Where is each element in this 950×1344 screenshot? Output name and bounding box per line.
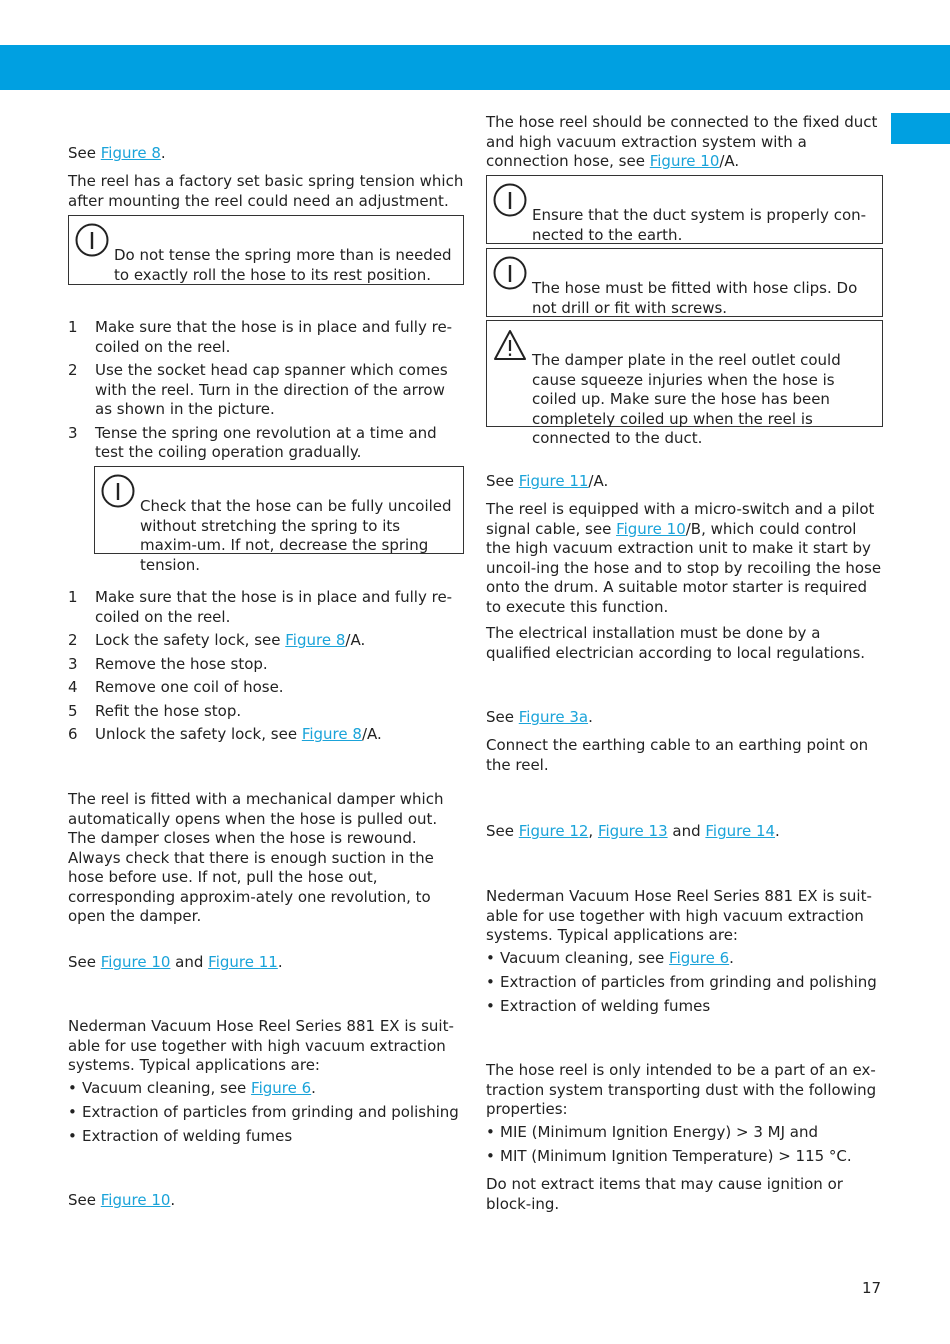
intended-use-paragraph: Nederman Vacuum Hose Reel Series 881 EX is suit-able for use together with high vacuum extraction systems. Typical applications are:	[486, 887, 872, 944]
earthing-paragraph: Connect the earthing cable to an earthing point on the reel.	[486, 736, 869, 774]
text: and	[667, 822, 706, 840]
figure-8-link[interactable]: Figure 8	[285, 631, 346, 649]
text: ,	[588, 822, 598, 840]
warning-box-damper	[486, 320, 883, 447]
chapter-tab	[891, 113, 950, 144]
text: /B, which could control the high vacuum extraction unit to make it start by uncoil-ing the hose and to stop by recoiling the hose onto the drum. A suitable motor starter is required to execute this function.	[486, 519, 882, 616]
text: .	[170, 1191, 176, 1209]
info-icon	[493, 256, 527, 290]
text: The reel is equipped with a micro-switch and a pilot signal cable, see	[486, 500, 875, 538]
figure-11-link[interactable]: Figure 11	[208, 953, 278, 971]
electrical-paragraph: The electrical installation must be done by a qualified electrician according to local regulations.	[486, 624, 866, 662]
list-item	[486, 949, 883, 969]
text: See	[68, 1191, 101, 1209]
see-figure-10	[68, 1191, 464, 1211]
figure-6-link[interactable]: Figure 6	[251, 1079, 312, 1097]
list-item	[68, 631, 464, 651]
figure-8-link[interactable]: Figure 8	[301, 725, 362, 743]
info-text: Do not tense the spring more than is needed to exactly roll the hose to its rest position.	[114, 246, 452, 284]
step-text: Remove one coil of hose.	[95, 678, 284, 696]
list-item	[68, 1079, 464, 1099]
dust-properties-list	[486, 1123, 883, 1171]
list-item	[68, 725, 464, 745]
text: See	[486, 472, 519, 490]
spring-intro: The reel has a factory set basic spring tension which after mounting the reel could need an adjustment.	[68, 172, 464, 210]
figure-10-link[interactable]: Figure 10	[100, 953, 171, 971]
list-item	[68, 1127, 464, 1147]
step-number: 1	[68, 318, 78, 336]
info-icon	[101, 474, 135, 508]
see-figure-8	[68, 144, 464, 164]
text: The hose reel should be connected to the fixed duct and high vacuum extraction system with a connection hose, see	[486, 113, 878, 170]
warning-text: The damper plate in the reel outlet could cause squeeze injuries when the hose is coiled up. Make sure the hose has been completely coiled up when the reel is connected to the duct.	[532, 351, 841, 447]
step-text: Tense the spring one revolution at a time and test the coiling operation gradually.	[95, 423, 437, 461]
step-number: 2	[68, 361, 78, 379]
figure-12-link[interactable]: Figure 12	[518, 822, 589, 840]
see-figure-11	[486, 472, 883, 492]
warning-icon	[493, 328, 527, 362]
header-bar	[0, 45, 950, 90]
info-icon	[493, 183, 527, 217]
step-text: Refit the hose stop.	[95, 701, 242, 720]
list-item	[68, 588, 464, 627]
text: Extraction of particles from grinding and polishing	[500, 972, 877, 991]
list-item	[68, 655, 464, 675]
decrease-steps-list	[68, 588, 464, 749]
text: .	[775, 822, 780, 840]
text: /A.	[361, 725, 382, 743]
step-number: 3	[68, 423, 78, 442]
text: Extraction of welding fumes	[500, 996, 711, 1015]
text: .	[588, 708, 593, 726]
figure-10-link[interactable]: Figure 10	[649, 152, 720, 170]
step-text: Lock the safety lock, see	[95, 631, 286, 649]
figure-14-link[interactable]: Figure 14	[705, 822, 776, 840]
step-text: Remove the hose stop.	[95, 654, 268, 673]
list-item	[68, 318, 464, 357]
figure-3a-link[interactable]: Figure 3a	[518, 708, 589, 726]
text: See	[68, 144, 101, 162]
list-item	[68, 424, 464, 463]
text: See	[68, 953, 101, 971]
figure-10-link[interactable]: Figure 10	[616, 519, 686, 538]
see-figure-12-14	[486, 822, 883, 842]
step-number: 1	[68, 588, 78, 606]
info-box-spring	[68, 215, 464, 285]
step-text: Make sure that the hose is in place and fully re-coiled on the reel.	[95, 588, 453, 626]
text: See	[486, 822, 519, 840]
figure-10-link[interactable]: Figure 10	[100, 1191, 171, 1209]
tension-steps-list	[68, 318, 464, 467]
step-number: 5	[68, 701, 78, 720]
text: .	[277, 953, 283, 971]
figure-11-link[interactable]: Figure 11	[518, 472, 589, 490]
text: .	[160, 144, 166, 162]
info-text: The hose must be fitted with hose clips. Do not drill or fit with screws.	[532, 279, 858, 317]
list-item	[486, 973, 883, 993]
text: Extraction of welding fumes	[82, 1126, 293, 1145]
text: /A.	[588, 472, 609, 490]
step-text: Use the socket head cap spanner which comes with the reel. Turn in the direction of the arrow as shown in the picture.	[95, 361, 448, 418]
step-number: 3	[68, 654, 78, 673]
list-item: • MIT (Minimum Ignition Temperature) > 115 °C.	[486, 1147, 883, 1167]
dust-intro-paragraph: The hose reel is only intended to be a part of an ex-traction system transporting dust with the following properties:	[486, 1061, 877, 1118]
info-box-clips	[486, 248, 883, 317]
page-number: 17	[862, 1279, 882, 1297]
list-item	[68, 678, 464, 698]
text: Vacuum cleaning, see	[82, 1079, 252, 1097]
see-figure-3a	[486, 708, 883, 728]
list-item	[68, 702, 464, 722]
applications-list	[486, 949, 883, 1021]
duct-intro	[486, 113, 883, 172]
step-number: 2	[68, 631, 78, 649]
list-item	[68, 1103, 464, 1123]
info-box-uncoil	[94, 466, 464, 574]
info-box-earth	[486, 175, 883, 244]
info-text: Check that the hose can be fully uncoiled without stretching the spring to its maxim-um. If not, decrease the spring tension.	[140, 497, 452, 574]
text: .	[729, 949, 734, 967]
ignition-paragraph: Do not extract items that may cause ignition or block-ing.	[486, 1175, 843, 1213]
info-icon	[75, 223, 109, 257]
step-number: 4	[68, 678, 78, 696]
figure-13-link[interactable]: Figure 13	[597, 822, 668, 840]
step-number: 6	[68, 725, 78, 743]
list-item	[486, 997, 883, 1017]
step-text: Unlock the safety lock, see	[95, 725, 302, 743]
text: /A.	[719, 152, 740, 170]
see-figure-10-11	[68, 953, 464, 973]
text: Vacuum cleaning, see	[500, 949, 670, 967]
step-text: Make sure that the hose is in place and fully re-coiled on the reel.	[95, 318, 453, 356]
text: Extraction of particles from grinding and polishing	[82, 1102, 459, 1121]
applications-list	[68, 1079, 464, 1151]
list-item: • MIE (Minimum Ignition Energy) > 3 MJ and	[486, 1123, 883, 1143]
info-text: Ensure that the duct system is properly con-nected to the earth.	[532, 206, 867, 244]
text: /A.	[345, 631, 366, 649]
micro-switch-paragraph	[486, 500, 883, 617]
list-item	[68, 361, 464, 420]
text: and	[170, 953, 209, 971]
damper-paragraph: The reel is fitted with a mechanical damper which automatically opens when the hose is pulled out. The damper closes when the hose is rewound. Always check that there is enough suction in the hose before use. If not, pull the hose out, corresponding approxim-ately one revolution, to open the damper.	[68, 790, 444, 925]
text: See	[486, 708, 519, 726]
figure-8-link[interactable]: Figure 8	[100, 144, 161, 162]
intended-use-paragraph: Nederman Vacuum Hose Reel Series 881 EX is suit-able for use together with high vacuum extraction systems. Typical applications are:	[68, 1017, 454, 1074]
text: .	[311, 1079, 316, 1097]
figure-6-link[interactable]: Figure 6	[669, 949, 730, 967]
